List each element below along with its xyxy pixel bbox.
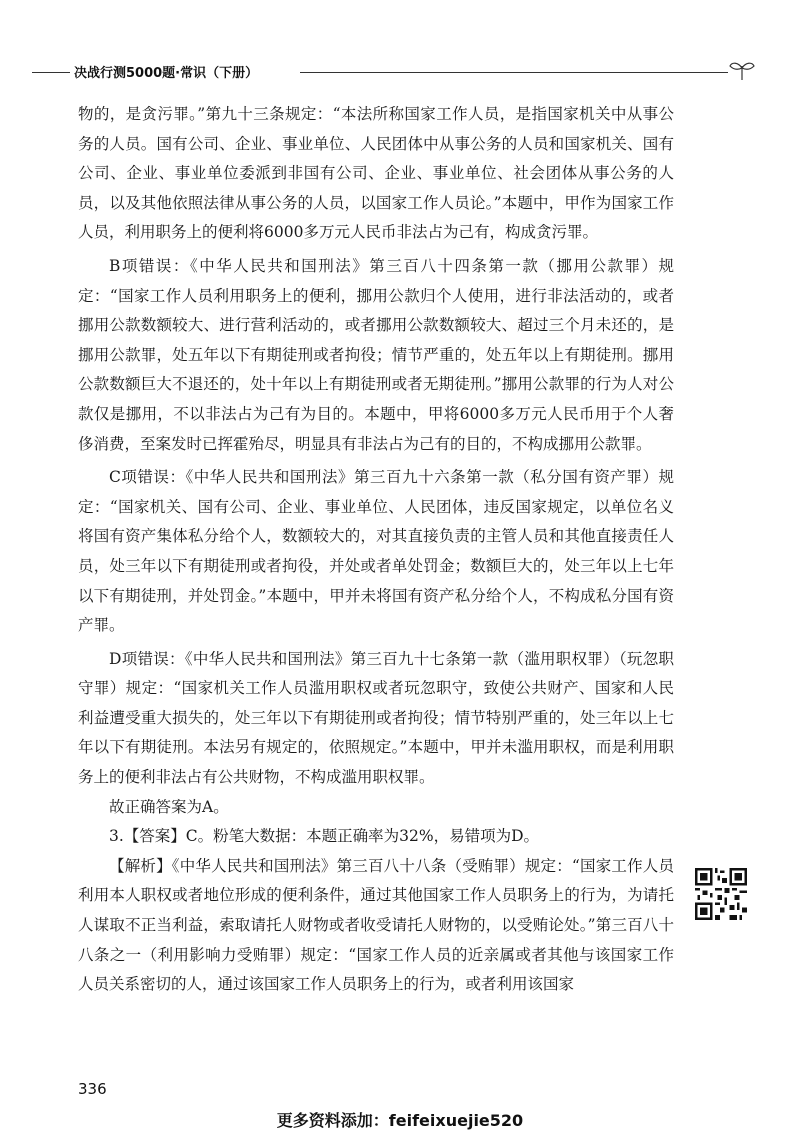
page-body: [78, 100, 674, 1000]
qr-code-icon: [695, 868, 747, 920]
paragraph-option-b: B项错误：《中华人民共和国刑法》第三百八十四条第一款（挪用公款罪）规定：“国家工作人员利用职务上的便利，挪用公款归个人使用，进行非法活动的，或者挪用公款数额较大、进行营利活动的，或者挪用公款数额较大、超过三个月未还的，是挪用公款罪，处五年以下有期徒刑或者拘役；情节严重的，处五年以上有期徒刑。挪用公款数额巨大不退还的，处十年以上有期徒刑或者无期徒刑。”挪用公款罪的行为人对公款仅是挪用，不以非法占为己有为目的。本题中，甲将6000多万元人民币用于个人奢侈消费，至案发时已挥霍殆尽，明显具有非法占为己有的目的，不构成挪用公款罪。: [78, 256, 674, 453]
page-number: 336: [78, 1080, 107, 1098]
footer-contact-note: 更多资料添加：feifeixuejie520: [276, 1111, 524, 1130]
leaf-icon: [728, 58, 756, 82]
paragraph-continuation: 物的，是贪污罪。”第九十三条规定：“本法所称国家工作人员，是指国家机关中从事公务的人员。国有公司、企业、事业单位、人民团体中从事公务的人员和国家机关、国有公司、企业、事业单位委派到非国有公司、企业、事业单位、社会团体从事公务的人员，以及其他依照法律从事公务的人员，以国家工作人员论。”本题中，甲作为国家工作人员，利用职务上的便利将6000多万元人民币非法占为己有，构成贪污罪。: [78, 105, 674, 242]
paragraph-answer-3: 3.【答案】C。粉笔大数据：本题正确率为32%，易错项为D。: [109, 827, 540, 846]
header-rule-left: [32, 72, 70, 73]
book-title: 决战行测5000题·常识（下册）: [74, 66, 259, 81]
running-header: [0, 56, 800, 86]
paragraph-option-c: C项错误：《中华人民共和国刑法》第三百九十六条第一款（私分国有资产罪）规定：“国家机关、国有公司、企业、事业单位、人民团体，违反国家规定，以单位名义将国有资产集体私分给个人，数额较大的，对其直接负责的主管人员和其他直接责任人员，处三年以下有期徒刑或者拘役，并处或者单处罚金；数额巨大的，处三年以上七年以下有期徒刑，并处罚金。”本题中，甲并未将国有资产私分给个人，不构成私分国有资产罪。: [78, 468, 674, 635]
paragraph-conclusion: 故正确答案为A。: [109, 797, 229, 816]
paragraph-option-d: D项错误：《中华人民共和国刑法》第三百九十七条第一款（滥用职权罪）（玩忽职守罪）规定：“国家机关工作人员滥用职权或者玩忽职守，致使公共财产、国家和人民利益遭受重大损失的，处三年以下有期徒刑或者拘役；情节特别严重的，处三年以上七年以下有期徒刑。本法另有规定的，依照规定。”本题中，甲并未滥用职权，而是利用职务上的便利非法占有公共财物，不构成滥用职权罪。: [78, 649, 674, 787]
paragraph-analysis-3: 【解析】《中华人民共和国刑法》第三百八十八条（受贿罪）规定：“国家工作人员利用本人职权或者地位形成的便利条件，通过其他国家工作人员职务上的行为，为请托人谋取不正当利益，索取请托人财物或者收受请托人财物的，以受贿论处。”第三百八十八条之一（利用影响力受贿罪）规定：“国家工作人员的近亲属或者其他与该国家工作人员关系密切的人，通过该国家工作人员职务上的行为，或者利用该国家: [78, 856, 674, 994]
header-rule-right: [300, 72, 728, 73]
